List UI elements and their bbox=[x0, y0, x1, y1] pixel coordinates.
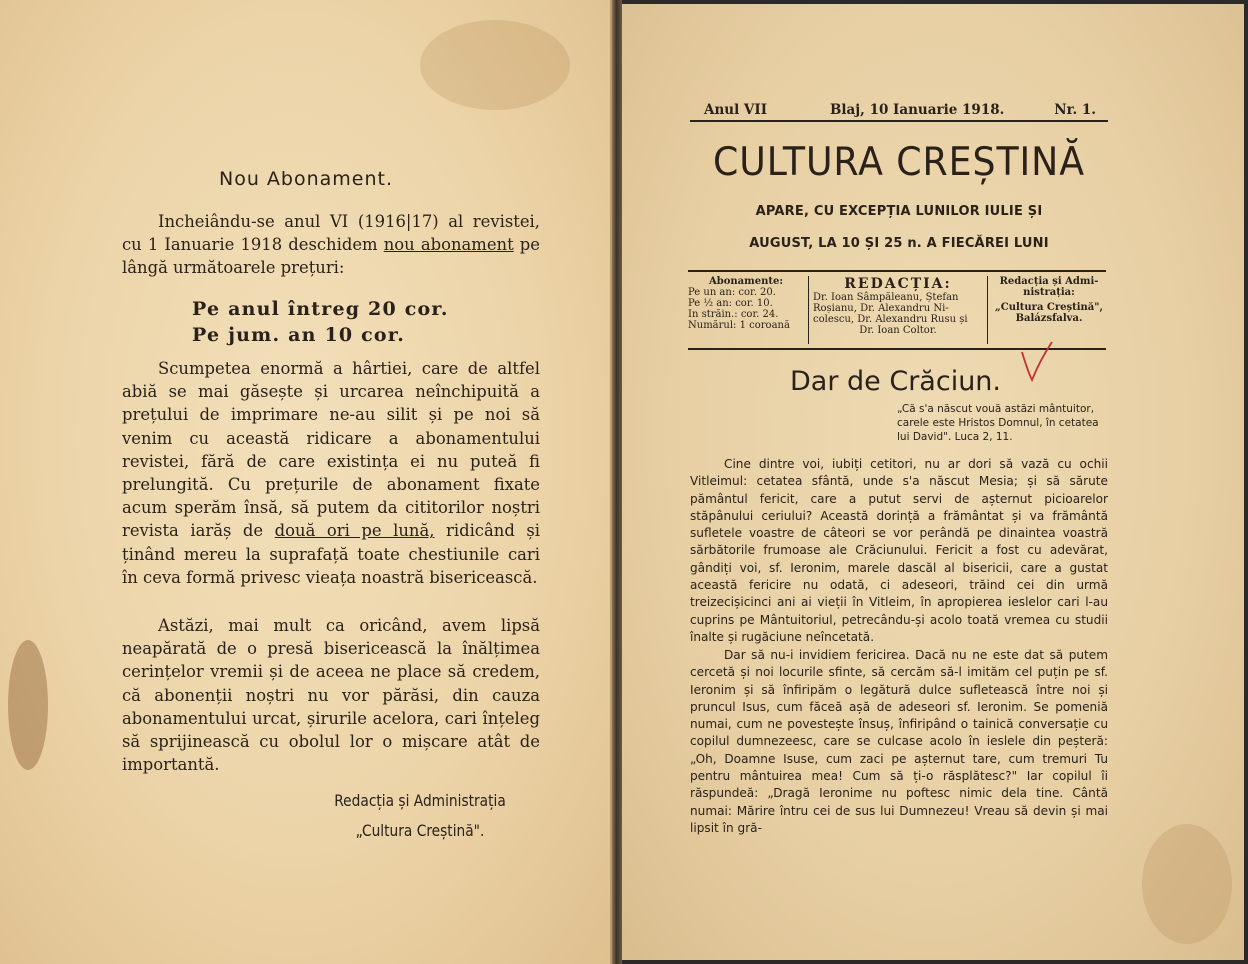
article-paragraph-1: Cine dintre voi, iubiți cetitori, nu ar dori să vază cu ochii Vitleimul: cetatea sfântă, unde s'a născut Mesia; și să sărute pământul fericit, care a putut servi de așternut picioarelor stăpânului ceriului? Această dorință a frământat și va frământă sufletele voastre de câteori se vor perândă pe dinaintea voastră sărbătorile frumoase ale Crăciunului. Fericit a fost cu adevărat, gândiți voi, sf. Ieronim, marele dascăl al bisericii, care a gustat această fericire nu odată, ci adeseori, trăind cei din urmă treizecișicinci ani ai vieții în Vitleim, în apropierea ieslelor cari l-au cuprins pe Mântuitoriul, petrecându-și acolo toată vremea cu studii înalte și rugăciune neîncetată. bbox=[690, 457, 1108, 644]
price-full-year: Pe anul întreg 20 cor. bbox=[192, 298, 449, 320]
announcement-title: Nou Abonament. bbox=[218, 168, 393, 190]
administration-column bbox=[992, 276, 1106, 344]
subscription-line: Numărul: 1 coroană bbox=[688, 320, 790, 331]
administration-line: Balázsfalva. bbox=[1015, 313, 1083, 324]
book-spine bbox=[612, 0, 622, 964]
subscription-line: In străin.: cor. 24. bbox=[688, 309, 779, 320]
issue-header bbox=[690, 100, 1108, 122]
issue-date: Blaj, 10 Ianuarie 1918. bbox=[830, 102, 1005, 118]
masthead: CULTURA CREȘTINĂ bbox=[712, 140, 1085, 185]
article-paragraph-2: Dar să nu-i invidiem fericirea. Dacă nu ne este dat să putem cercetă și noi locurile sfinte, să cercăm să-l imităm cel puțin pe sf. Ieronim și să înfiripăm o legătură dulce sufletească între noi și pruncul Isus, cum făceă așă de adeseori sf. Ieronim. Se pomeniă numai, cum ne povestește însuș, înfiripând o tainică conversație cu copilul dumnezeesc, care se culcase acolo în ieslele din peșteră: „Oh, Doamne Isuse, cum zaci pe așternut tare, cum tremuri Tu pentru mântuirea mea! Cum să ți-o răsplătesc?" Iar copilul îi răspundeă: „Dragă Ieronime nu poftesc nimic dela tine. Cântă numai: Mărire întru cei de sus lui Dumnezeu! Vreau să devin și mai lipsit în gră- bbox=[690, 648, 1108, 835]
issue-number: Nr. 1. bbox=[1054, 102, 1096, 118]
administration-line: Redacția și Admi- bbox=[999, 276, 1099, 287]
price-half-year: Pe jum. an 10 cor. bbox=[192, 324, 406, 346]
editorial-title: REDACȚIA: bbox=[844, 276, 952, 292]
subtitle-line-1: APARE, CU EXCEPȚIA LUNILOR IULIE ȘI bbox=[755, 204, 1043, 219]
para2-text-end: ridicând și ținând mereu la suprafață toate chestiunile cari în ceva formă privesc vieața noastră bisericească. bbox=[122, 521, 540, 587]
editorial-line: Dr. Ioan Coltor. bbox=[859, 325, 937, 336]
administration-line: nistrația: bbox=[1023, 287, 1075, 298]
editorial-column bbox=[808, 276, 988, 344]
editorial-line: Dr. Ioan Sâmpăleanu, Ștefan bbox=[813, 292, 959, 303]
signature-line-2: „Cultura Creștină". bbox=[355, 821, 485, 840]
subtitle-line-2: AUGUST, LA 10 ȘI 25 n. A FIECĂREI LUNI bbox=[749, 236, 1049, 251]
para1-text: Incheiându-se anul VI (1916|17) al revistei, cu 1 Ianuarie 1918 deschidem bbox=[122, 212, 540, 255]
paper-stain bbox=[1142, 824, 1232, 944]
administration-line: „Cultura Creștină", bbox=[995, 302, 1103, 313]
article-title: Dar de Crăciun. bbox=[790, 366, 1002, 397]
para2-underlined: două ori pe lună, bbox=[274, 521, 435, 541]
para1-text-end: pe lângă următoarele prețuri: bbox=[122, 235, 540, 278]
para2-text: Scumpetea enormă a hârtiei, care de altfel abiă se mai găsește și urcarea neînchipuită a prețului de imprimare ne-au silit și pe noi să venim cu această ridicare a abonamentului revistei, fără de care existința ei nu puteă fi prelungită. Cu prețurile de abonament fixate acum sperăm însă, să putem da cititorilor noștri revista iarăș de bbox=[122, 359, 540, 541]
subscription-column bbox=[688, 276, 804, 344]
article-motto: „Că s'a născut vouă astăzi mântuitor, carele este Hristos Domnul, în cetatea lui David". Luca 2, 11. bbox=[897, 403, 1099, 443]
subscription-line: Pe un an: cor. 20. bbox=[688, 287, 776, 298]
announcement-paragraph-2 bbox=[122, 357, 540, 589]
subscription-line: Pe ½ an: cor. 10. bbox=[688, 298, 773, 309]
issue-year: Anul VII bbox=[704, 102, 768, 118]
signature-line-1: Redacția și Administrația bbox=[334, 791, 506, 810]
handwritten-checkmark-icon bbox=[1018, 338, 1058, 386]
editorial-line: colescu, Dr. Alexandru Rusu și bbox=[813, 314, 968, 325]
para1-underlined: nou abonament bbox=[383, 235, 514, 255]
subscription-title: Abonamente: bbox=[708, 276, 784, 287]
editorial-line: Roșianu, Dr. Alexandru Ni- bbox=[813, 303, 949, 314]
announcement-paragraph-1 bbox=[122, 210, 540, 280]
paper-stain bbox=[420, 20, 570, 110]
paper-stain bbox=[8, 640, 48, 770]
announcement-paragraph-3: Astăzi, mai mult ca oricând, avem lipsă neapărată de o presă bisericească la înălțimea cerințelor vremii și de aceea ne place să credem, că abonenții noștri nu vor părăsi, din cauza abonamentului urcat, șirurile acelora, cari înțeleg să sprijinească cu obolul lor o mișcare atât de importantă. bbox=[122, 616, 540, 775]
